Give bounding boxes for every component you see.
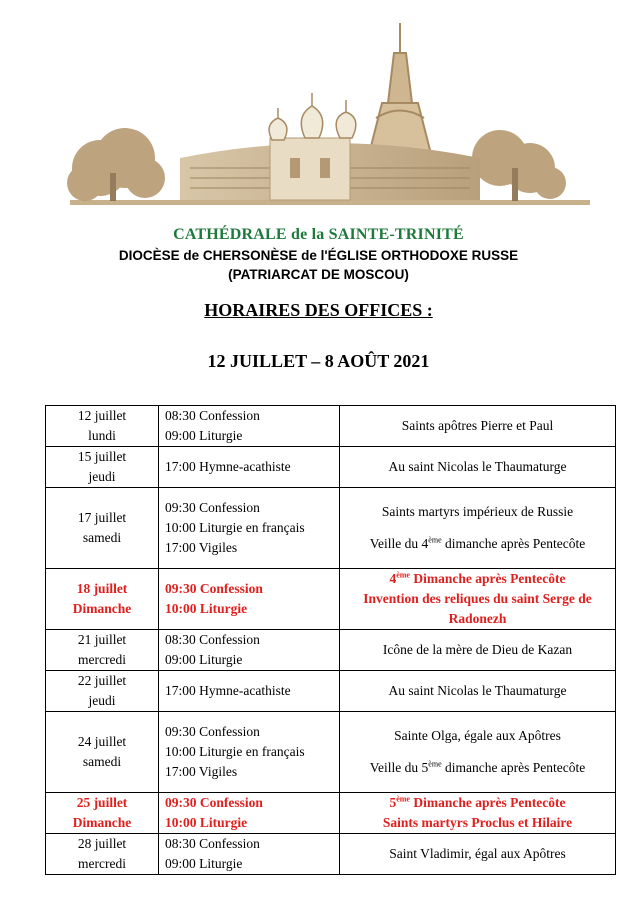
patriarchate-title: (PATRIARCAT DE MOSCOU) [228,267,409,282]
services-cell [159,569,340,630]
services-cell [159,447,340,488]
schedule-period: 12 JUILLET – 8 AOÛT 2021 [207,351,430,371]
service-text: 09:30 Confession [165,724,260,739]
services-cell [159,712,340,793]
service-text: 17:00 Hymne-acathiste [165,459,291,474]
service-text: 10:00 Liturgie [165,815,248,830]
eiffel-tower-icon [368,23,432,158]
day-text: Dimanche [72,601,132,616]
cultural-center-icon [180,138,480,200]
services-cell [159,671,340,712]
services-cell [159,793,340,834]
table-row [46,406,616,447]
table-row [46,569,616,630]
date-cell [46,671,159,712]
day-text: jeudi [88,469,116,484]
date-cell [46,630,159,671]
feast-text: 5ème Dimanche après Pentecôte [389,794,566,810]
table-row [46,712,616,793]
feast-cell [340,630,616,671]
feast-cell [340,406,616,447]
feast-subtitle: Invention des reliques du saint Serge de Radonezh [363,591,592,626]
diocese-title: DIOCÈSE de CHERSONÈSE de l'ÉGLISE ORTHODOXE RUSSE [118,248,519,263]
service-text: 10:00 Liturgie en français [165,744,305,759]
services-cell [159,630,340,671]
day-text: samedi [82,754,122,769]
feast-text: Saint Vladimir, égal aux Apôtres [389,846,566,861]
feast-text: Icône de la mère de Dieu de Kazan [382,642,573,657]
date-cell [46,569,159,630]
service-text: 17:00 Vigiles [165,764,238,779]
service-text: 09:00 Liturgie [165,428,243,443]
date-text: 22 juillet [77,673,127,688]
feast-text: 4ème Dimanche après Pentecôte [389,570,566,586]
vigil-text: Veille du 4ème dimanche après Pentecôte [369,535,586,551]
feast-cell [340,671,616,712]
services-cell [159,488,340,569]
date-cell [46,488,159,569]
vigil-text: Veille du 5ème dimanche après Pentecôte [369,759,586,775]
feast-subtitle: Saints martyrs Proclus et Hilaire [382,815,573,830]
table-row [46,834,616,875]
service-text: 08:30 Confession [165,632,260,647]
feast-cell [340,712,616,793]
feast-text: Au saint Nicolas le Thaumaturge [388,683,567,698]
feast-cell [340,834,616,875]
day-text: mercredi [78,652,126,667]
feast-cell [340,488,616,569]
service-text: 09:30 Confession [165,795,263,810]
tree-left-icon [67,128,165,201]
service-text: 09:00 Liturgie [165,652,243,667]
feast-text: Sainte Olga, égale aux Apôtres [394,728,561,743]
services-cell [159,834,340,875]
date-cell [46,447,159,488]
services-cell [159,406,340,447]
date-text: 12 juillet [77,408,127,423]
service-text: 08:30 Confession [165,408,260,423]
cathedral-title: CATHÉDRALE de la SAINTE-TRINITÉ [173,226,464,243]
service-text: 17:00 Vigiles [165,540,238,555]
day-text: samedi [82,530,122,545]
feast-cell [340,447,616,488]
table-row [46,447,616,488]
date-cell [46,834,159,875]
day-text: lundi [88,428,116,443]
date-cell [46,793,159,834]
cathedral-illustration [60,8,590,218]
service-text: 09:30 Confession [165,500,260,515]
table-row [46,630,616,671]
table-row [46,793,616,834]
service-text: 17:00 Hymne-acathiste [165,683,291,698]
service-text: 10:00 Liturgie en français [165,520,305,535]
feast-cell [340,569,616,630]
service-text: 09:00 Liturgie [165,856,243,871]
day-text: jeudi [88,693,116,708]
date-text: 17 juillet [77,510,127,525]
date-text: 15 juillet [77,449,127,464]
day-text: mercredi [78,856,126,871]
date-text: 24 juillet [77,734,127,749]
day-text: Dimanche [72,815,132,830]
feast-cell [340,793,616,834]
feast-text: Au saint Nicolas le Thaumaturge [388,459,567,474]
service-text: 10:00 Liturgie [165,601,248,616]
onion-domes-icon [269,93,356,140]
date-cell [46,406,159,447]
date-text: 25 juillet [76,795,128,810]
service-text: 08:30 Confession [165,836,260,851]
service-text: 09:30 Confession [165,581,263,596]
date-text: 21 juillet [77,632,127,647]
feast-text: Saints martyrs impérieux de Russie [381,504,574,519]
table-row [46,488,616,569]
date-text: 18 juillet [76,581,128,596]
date-cell [46,712,159,793]
table-row [46,671,616,712]
date-text: 28 juillet [77,836,127,851]
schedule-table [45,405,616,875]
schedule-heading: HORAIRES DES OFFICES : [204,300,433,320]
feast-text: Saints apôtres Pierre et Paul [401,418,554,433]
tree-right-icon [472,130,566,201]
